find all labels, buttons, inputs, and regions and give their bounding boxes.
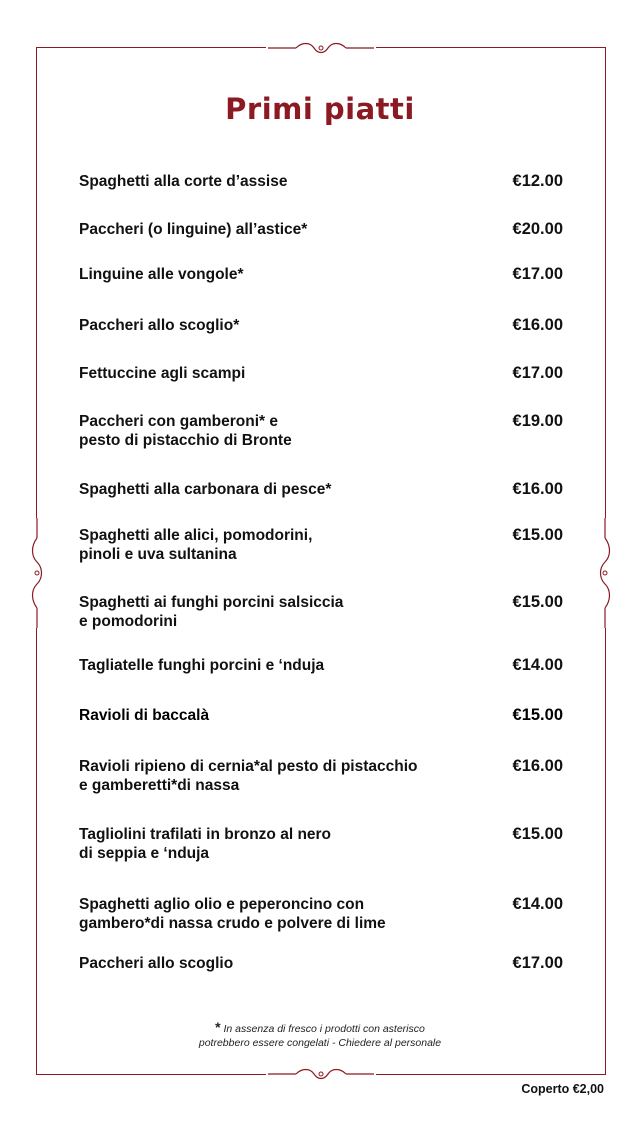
item-name: Paccheri allo scoglio*	[79, 317, 240, 334]
page-title: Primi piatti	[225, 92, 415, 126]
item-name: Spaghetti alla carbonara di pesce*	[79, 481, 332, 498]
item-name: Linguine alle vongole*	[79, 266, 244, 283]
item-price: €17.00	[512, 364, 563, 382]
item-price: €12.00	[512, 172, 563, 190]
item-name: Paccheri allo scoglio	[79, 955, 234, 972]
item-name: Fettuccine agli scampi	[79, 365, 246, 382]
item-price: €19.00	[512, 412, 563, 430]
asterisk-icon: *	[215, 1019, 221, 1035]
item-price: €14.00	[512, 656, 563, 674]
item-price: €15.00	[512, 593, 563, 611]
item-price: €17.00	[512, 954, 563, 972]
item-price: €16.00	[512, 480, 563, 498]
footnote	[0, 1020, 640, 1050]
ornament-right-icon	[598, 518, 612, 628]
ornament-bottom-icon	[266, 1066, 376, 1082]
item-price: €14.00	[512, 895, 563, 913]
cover-charge: Coperto €2,00	[521, 1082, 604, 1096]
item-name: Spaghetti ai funghi porcini salsiccia e pomodorini	[79, 594, 344, 630]
item-price: €17.00	[512, 265, 563, 283]
item-name: Tagliatelle funghi porcini e ‘nduja	[79, 657, 325, 674]
item-price: €15.00	[512, 526, 563, 544]
item-price: €16.00	[512, 316, 563, 334]
item-name: Paccheri (o linguine) all’astice*	[79, 221, 308, 238]
item-price: €16.00	[512, 757, 563, 775]
item-name: Spaghetti alle alici, pomodorini, pinoli e uva sultanina	[79, 527, 313, 563]
item-name: Ravioli ripieno di cernia*al pesto di pistacchio e gamberetti*di nassa	[79, 758, 418, 794]
item-name: Ravioli di baccalà	[79, 707, 210, 724]
footnote-line-2: potrebbero essere congelati - Chiedere al personale	[198, 1037, 442, 1049]
item-name: Tagliolini trafilati in bronzo al nero di seppia e ‘nduja	[79, 826, 332, 862]
item-price: €20.00	[512, 220, 563, 238]
item-price: €15.00	[512, 825, 563, 843]
ornament-left-icon	[30, 518, 44, 628]
footnote-line-1: In assenza di fresco i prodotti con asterisco	[223, 1023, 425, 1035]
item-price: €15.00	[512, 706, 563, 724]
item-name: Spaghetti aglio olio e peperoncino con gambero*di nassa crudo e polvere di lime	[79, 896, 386, 932]
ornament-top-icon	[266, 40, 376, 56]
item-name: Paccheri con gamberoni* e pesto di pistacchio di Bronte	[79, 413, 292, 449]
item-name: Spaghetti alla corte d’assise	[79, 173, 288, 190]
